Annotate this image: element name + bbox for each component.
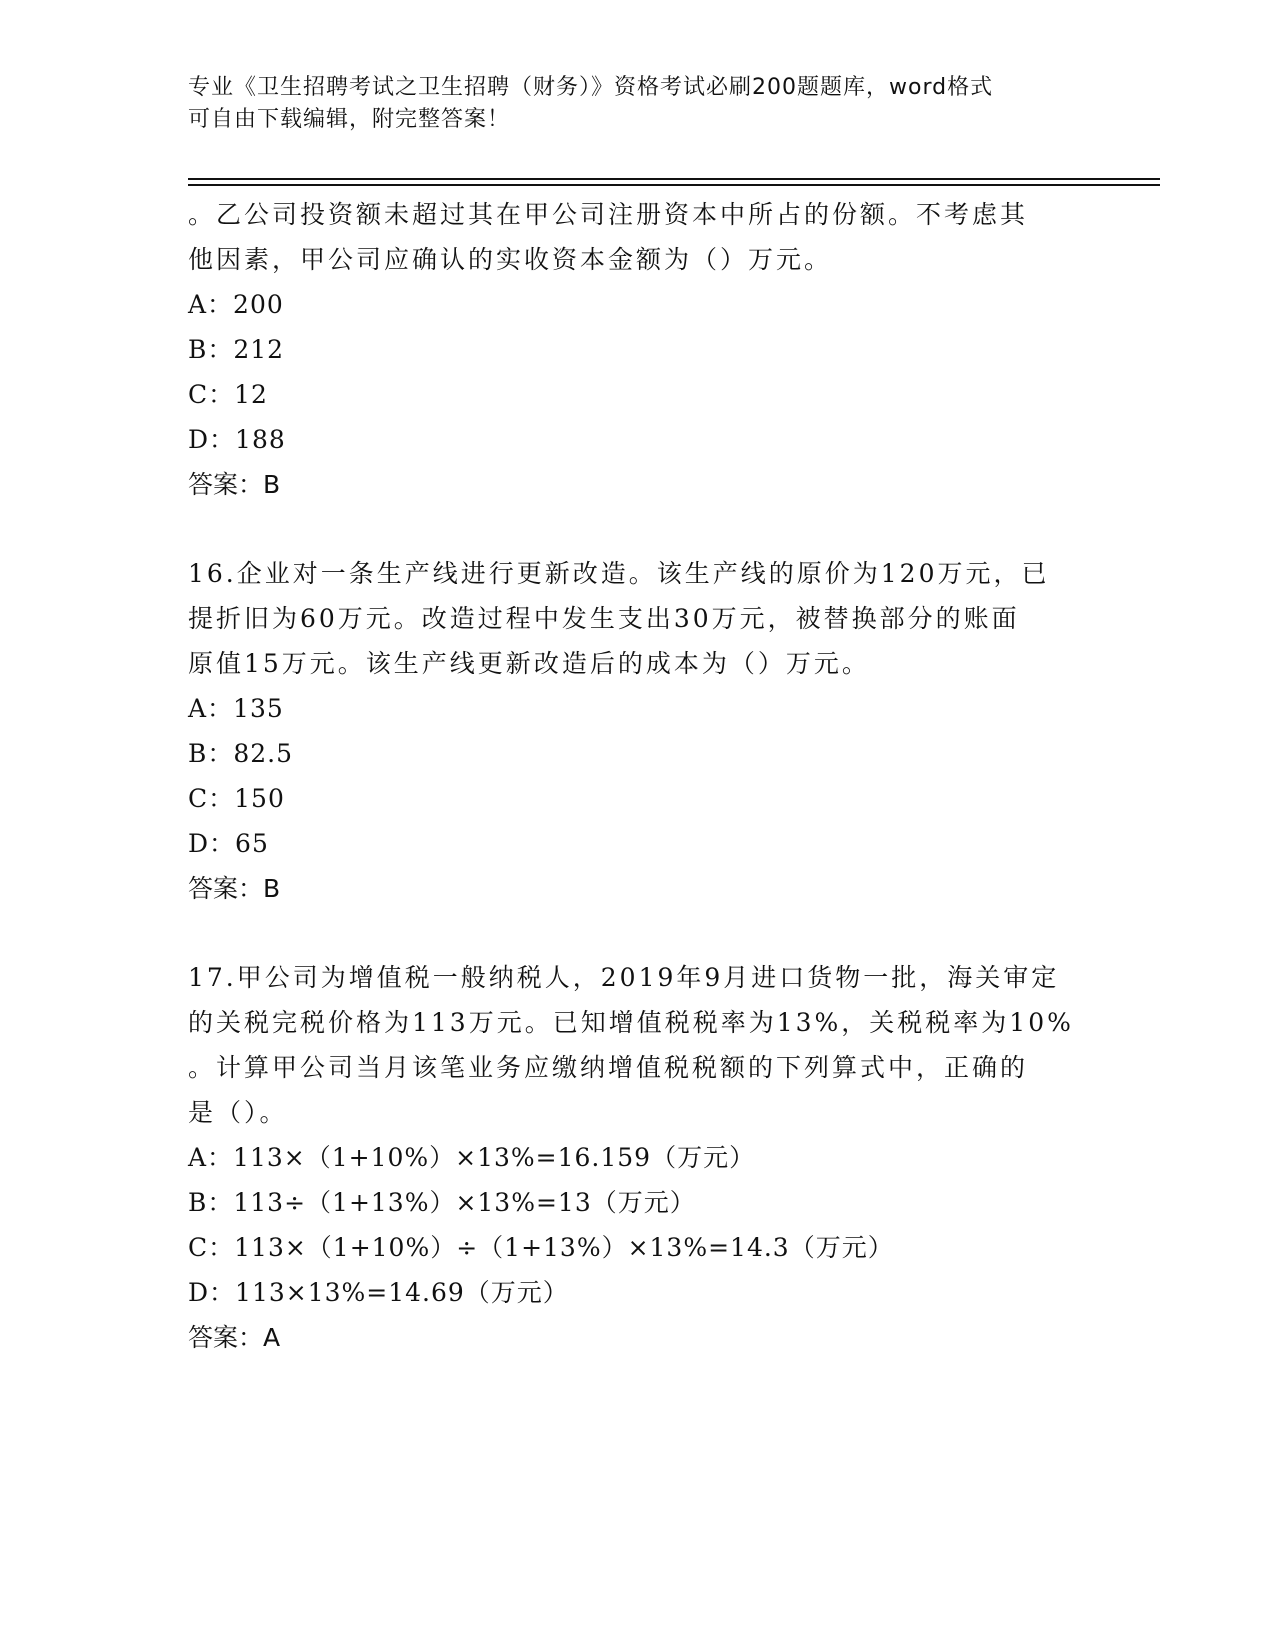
- question-block: [188, 955, 1088, 1360]
- answer-line: 答案：B: [188, 874, 281, 903]
- question-block: [188, 192, 1088, 507]
- option-c: C：150: [188, 784, 285, 813]
- option-a: A：200: [188, 290, 284, 319]
- option-a: A：113×（1+10%）×13%=16.159（万元）: [188, 1143, 756, 1172]
- question-spacer: [188, 507, 1088, 551]
- question-text-line: 是（）。: [188, 1098, 288, 1127]
- option-a: A：135: [188, 694, 284, 723]
- header-title-line-2: 可自由下载编辑，附完整答案！: [188, 107, 511, 132]
- answer-line: 答案：B: [188, 470, 281, 499]
- question-text-line: 。乙公司投资额未超过其在甲公司注册资本中所占的份额。不考虑其: [188, 200, 1029, 229]
- question-text-line: 提折旧为60万元。改造过程中发生支出30万元，被替换部分的账面: [188, 604, 1020, 633]
- option-c: C：12: [188, 380, 268, 409]
- option-b: B：212: [188, 335, 285, 364]
- question-spacer: [188, 911, 1088, 955]
- question-text-line: 。计算甲公司当月该笔业务应缴纳增值税税额的下列算式中，正确的: [188, 1053, 1029, 1082]
- header-title-line-1: 专业《卫生招聘考试之卫生招聘（财务）》资格考试必刷200题题库，word格式: [188, 75, 994, 100]
- question-text-line: 原值15万元。该生产线更新改造后的成本为（）万元。: [188, 649, 870, 678]
- option-d: D：113×13%=14.69（万元）: [188, 1278, 569, 1307]
- header-divider-top: [188, 178, 1160, 180]
- question-block: [188, 551, 1088, 911]
- question-list: [188, 192, 1088, 1360]
- question-text-line: 的关税完税价格为113万元。已知增值税税率为13%，关税税率为10%: [188, 1008, 1074, 1037]
- option-c: C：113×（1+10%）÷（1+13%）×13%=14.3（万元）: [188, 1233, 894, 1262]
- option-b: B：113÷（1+13%）×13%=13（万元）: [188, 1188, 696, 1217]
- question-text-line: 17.甲公司为增值税一般纳税人，2019年9月进口货物一批，海关审定: [188, 963, 1060, 992]
- question-text-line: 他因素，甲公司应确认的实收资本金额为（）万元。: [188, 245, 833, 274]
- option-d: D：65: [188, 829, 269, 858]
- answer-line: 答案：A: [188, 1323, 281, 1352]
- option-d: D：188: [188, 425, 286, 454]
- option-b: B：82.5: [188, 739, 294, 768]
- header-divider-bottom: [188, 184, 1160, 186]
- question-text-line: 16.企业对一条生产线进行更新改造。该生产线的原价为120万元，已: [188, 559, 1050, 588]
- document-header: [188, 72, 1088, 136]
